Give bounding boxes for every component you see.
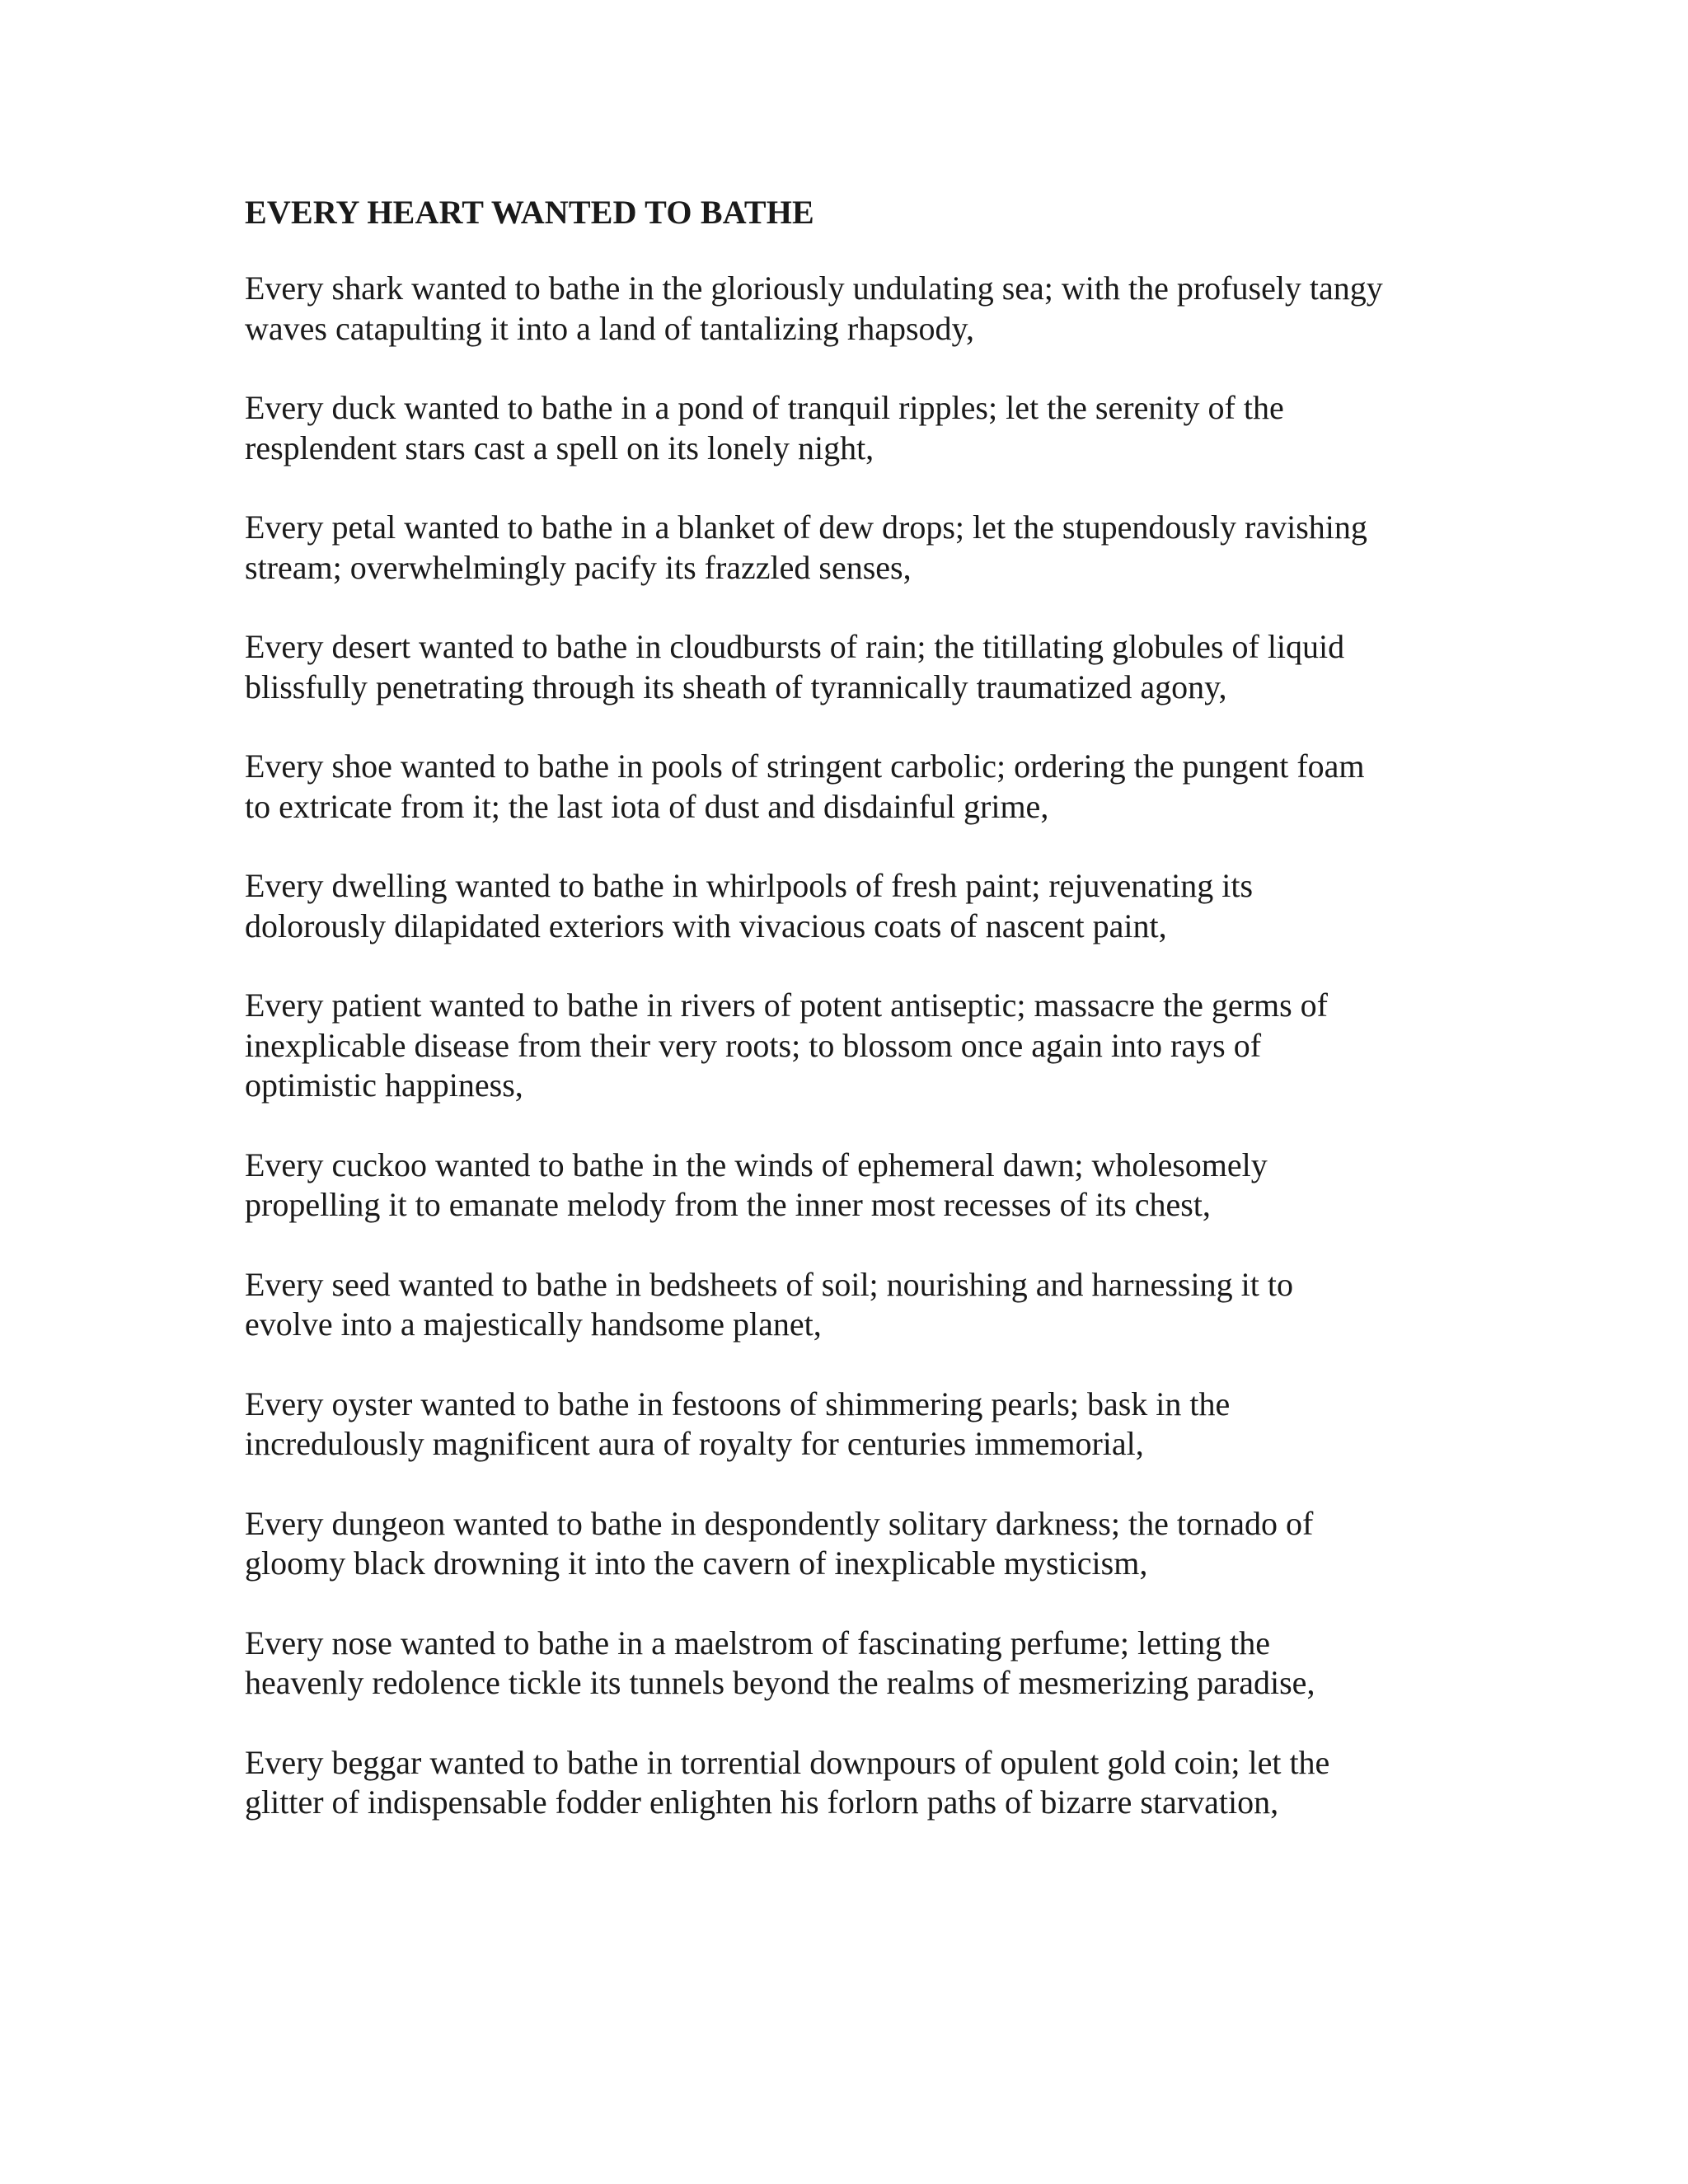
stanza [245, 269, 1456, 349]
stanza [245, 508, 1456, 588]
stanza-line: to extricate from it; the last iota of dust and disdainful grime, [245, 787, 1049, 825]
stanza-line: resplendent stars cast a spell on its lonely night, [245, 429, 874, 466]
stanza [245, 747, 1456, 827]
stanza-line: Every shark wanted to bathe in the gloriously undulating sea; with the profusely tangy [245, 269, 1383, 307]
stanza [245, 866, 1456, 946]
stanza [245, 388, 1456, 468]
stanza-line: Every shoe wanted to bathe in pools of stringent carbolic; ordering the pungent foam [245, 748, 1365, 785]
stanza-line: waves catapulting it into a land of tantalizing rhapsody, [245, 309, 974, 347]
stanza-list [245, 269, 1456, 1823]
stanza [245, 627, 1456, 707]
poem-body [245, 188, 1456, 1863]
stanza-line: Every seed wanted to bathe in bedsheets of soil; nourishing and harnessing it to [245, 1265, 1293, 1303]
stanza [245, 1743, 1456, 1823]
stanza-line: Every petal wanted to bathe in a blanket of dew drops; let the stupendously ravishing [245, 509, 1367, 546]
stanza-line: Every patient wanted to bathe in rivers of potent antiseptic; massacre the germs of [245, 987, 1329, 1024]
stanza-line: Every dwelling wanted to bathe in whirlpools of fresh paint; rejuvenating its [245, 867, 1254, 904]
stanza-line: Every beggar wanted to bathe in torrential downpours of opulent gold coin; let the [245, 1743, 1330, 1781]
poem-title: EVERY HEART WANTED TO BATHE [245, 194, 814, 231]
stanza-line: Every desert wanted to bathe in cloudbursts of rain; the titillating globules of liquid [245, 628, 1345, 665]
stanza [245, 1504, 1456, 1584]
stanza [245, 1624, 1456, 1704]
stanza-line: evolve into a majestically handsome planet, [245, 1305, 822, 1343]
stanza-line: Every cuckoo wanted to bathe in the winds of ephemeral dawn; wholesomely [245, 1146, 1268, 1183]
stanza-line: optimistic happiness, [245, 1066, 523, 1104]
stanza-line: gloomy black drowning it into the cavern of inexplicable mysticism, [245, 1544, 1148, 1582]
stanza-line: dolorously dilapidated exteriors with vivacious coats of nascent paint, [245, 907, 1167, 944]
stanza-line: Every nose wanted to bathe in a maelstrom of fascinating perfume; letting the [245, 1624, 1271, 1661]
stanza [245, 986, 1456, 1106]
stanza-line: Every oyster wanted to bathe in festoons of shimmering pearls; bask in the [245, 1385, 1231, 1422]
stanza-line: inexplicable disease from their very roots; to blossom once again into rays of [245, 1026, 1262, 1064]
stanza-line: heavenly redolence tickle its tunnels beyond the realms of mesmerizing paradise, [245, 1664, 1315, 1701]
stanza-line: blissfully penetrating through its sheath of tyrannically traumatized agony, [245, 668, 1227, 705]
stanza [245, 1146, 1456, 1226]
stanza-line: stream; overwhelmingly pacify its frazzled senses, [245, 548, 912, 586]
stanza-line: Every duck wanted to bathe in a pond of tranquil ripples; let the serenity of the [245, 389, 1284, 426]
stanza-line: propelling it to emanate melody from the inner most recesses of its chest, [245, 1186, 1211, 1223]
stanza-line: glitter of indispensable fodder enlighten his forlorn paths of bizarre starvation, [245, 1783, 1279, 1821]
stanza-line: incredulously magnificent aura of royalty for centuries immemorial, [245, 1425, 1144, 1462]
stanza [245, 1265, 1456, 1345]
stanza-line: Every dungeon wanted to bathe in despondently solitary darkness; the tornado of [245, 1504, 1314, 1542]
stanza [245, 1385, 1456, 1465]
